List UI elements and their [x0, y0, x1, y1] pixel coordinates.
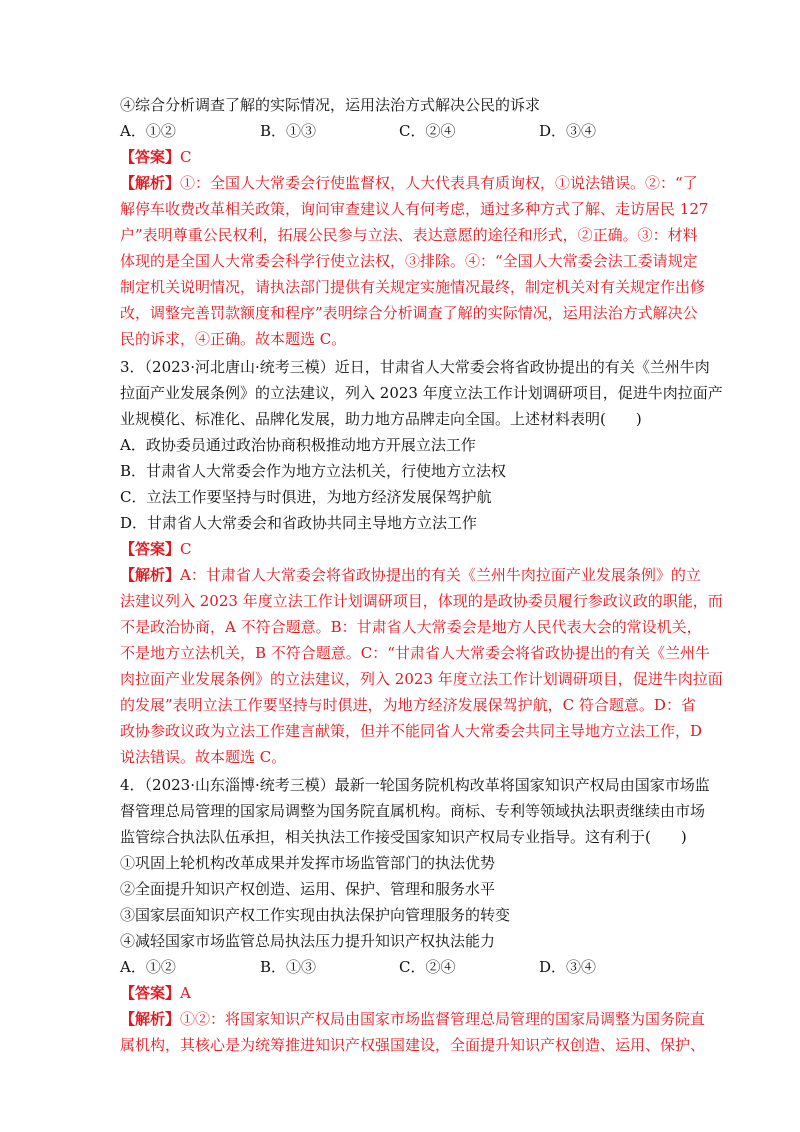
options-row [120, 954, 685, 980]
analysis-label: 【解析】 [120, 566, 181, 584]
option-d: D．③④ [539, 958, 597, 976]
statement-3: ③国家层面知识产权工作实现由执法保护向管理服务的转变 [120, 906, 511, 924]
question-3-stem: 业规模化、标准化、品牌化发展，助力地方品牌走向全国。上述材料表明( ) [120, 410, 642, 428]
question-4-stem: 督管理总局管理的国家局调整为国务院直属机构。商标、专利等领域执法职责继续由市场 [120, 802, 706, 820]
analysis-line: 说法错误。故本题选 C。 [120, 748, 287, 766]
document-page [120, 92, 723, 1058]
question-4-stem: 监管综合执法队伍承担，相关执法工作接受国家知识产权局专业指导。这有利于( ) [120, 828, 687, 846]
answer-line [120, 536, 685, 562]
statement-2: ②全面提升知识产权创造、运用、保护、管理和服务水平 [120, 880, 496, 898]
option-a: A．政协委员通过政治协商积极推动地方开展立法工作 [120, 436, 476, 454]
question-3-stem: 3．（2023·河北唐山·统考三模）近日，甘肃省人大常委会将省政协提出的有关《兰州牛肉 [120, 358, 710, 376]
option-d: D．甘肃省人大常委会和省政协共同主导地方立法工作 [120, 514, 478, 532]
analysis-line: 制定机关说明情况，请执法部门提供有关规定实施情况最终，制定机关对有关规定作出修 [120, 278, 706, 296]
statement-1: ①巩固上轮机构改革成果并发挥市场监管部门的执法优势 [120, 854, 496, 872]
analysis-line [120, 1006, 706, 1032]
analysis-line [120, 170, 698, 196]
answer-line [120, 144, 685, 170]
analysis-line: 不是地方立法机关，B 不符合题意。C：“甘肃省人大常委会将省政协提出的有关《兰州牛 [120, 644, 710, 662]
option-a: A．①② [120, 122, 176, 140]
option-b: B．①③ [260, 958, 317, 976]
analysis-text: ①②：将国家知识产权局由国家市场监督管理总局管理的国家局调整为国务院直 [180, 1010, 706, 1028]
answer-label: 【答案】 [120, 984, 181, 1002]
analysis-line [120, 562, 701, 588]
answer-value: C [180, 540, 192, 558]
question-4-stem: 4．（2023·山东淄博·统考三模）最新一轮国务院机构改革将国家知识产权局由国家市场监 [120, 776, 710, 794]
analysis-line: 民的诉求，④正确。故本题选 C。 [120, 330, 347, 348]
statement-4: ④综合分析调查了解的实际情况，运用法治方式解决公民的诉求 [120, 96, 541, 114]
option-c: C．②④ [399, 122, 456, 140]
analysis-line: 体现的是全国人大常委会科学行使立法权，③排除。④：“全国人大常委会法工委请规定 [120, 252, 698, 270]
option-b: B．①③ [260, 122, 317, 140]
analysis-line: 法建议列入 2023 年度立法工作计划调研项目，体现的是政协委员履行参政议政的职能，而 [120, 592, 723, 610]
analysis-line: 改，调整完善罚款额度和程序”表明综合分析调查了解的实际情况，运用法治方式解决公 [120, 304, 698, 322]
analysis-line: 政协参政议政为立法工作建言献策，但并不能同省人大常委会共同主导地方立法工作，D [120, 722, 703, 740]
option-d: D．③④ [539, 122, 597, 140]
analysis-line: 属机构，其核心是为统筹推进知识产权强国建设，全面提升知识产权创造、运用、保护、 [120, 1036, 706, 1054]
answer-line [120, 980, 685, 1006]
question-3-stem: 拉面产业发展条例》的立法建议，列入 2023 年度立法工作计划调研项目，促进牛肉拉面产 [120, 384, 723, 402]
analysis-label: 【解析】 [120, 1010, 181, 1028]
analysis-text: ①：全国人大常委会行使监督权，人大代表具有质询权，①说法错误。②：“了 [180, 174, 698, 192]
analysis-line: 肉拉面产业发展条例》的立法建议，列入 2023 年度立法工作计划调研项目，促进牛肉拉面 [120, 670, 723, 688]
option-c: C．②④ [399, 958, 456, 976]
options-row [120, 118, 685, 144]
option-b: B．甘肃省人大常委会作为地方立法机关，行使地方立法权 [120, 462, 507, 480]
answer-value: C [180, 148, 192, 166]
analysis-line: 解停车收费改革相关政策，询问审查建议人有何考虑，通过多种方式了解、走访居民 127 [120, 200, 709, 218]
analysis-label: 【解析】 [120, 174, 181, 192]
option-c: C．立法工作要坚持与时俱进，为地方经济发展保驾护航 [120, 488, 492, 506]
analysis-line: 不是政治协商，A 不符合题意。B：甘肃省人大常委会是地方人民代表大会的常设机关， [120, 618, 702, 636]
answer-value: A [180, 984, 191, 1002]
analysis-line: 的发展”表明立法工作要坚持与时俱进，为地方经济发展保驾护航，C 符合题意。D：省 [120, 696, 696, 714]
analysis-line: 户”表明尊重公民权利，拓展公民参与立法、表达意愿的途径和形式，②正确。③：材料 [120, 226, 698, 244]
statement-4: ④减轻国家市场监管总局执法压力提升知识产权执法能力 [120, 932, 496, 950]
analysis-text: A：甘肃省人大常委会将省政协提出的有关《兰州牛肉拉面产业发展条例》的立 [180, 566, 701, 584]
answer-label: 【答案】 [120, 148, 181, 166]
option-a: A．①② [120, 958, 176, 976]
answer-label: 【答案】 [120, 540, 181, 558]
